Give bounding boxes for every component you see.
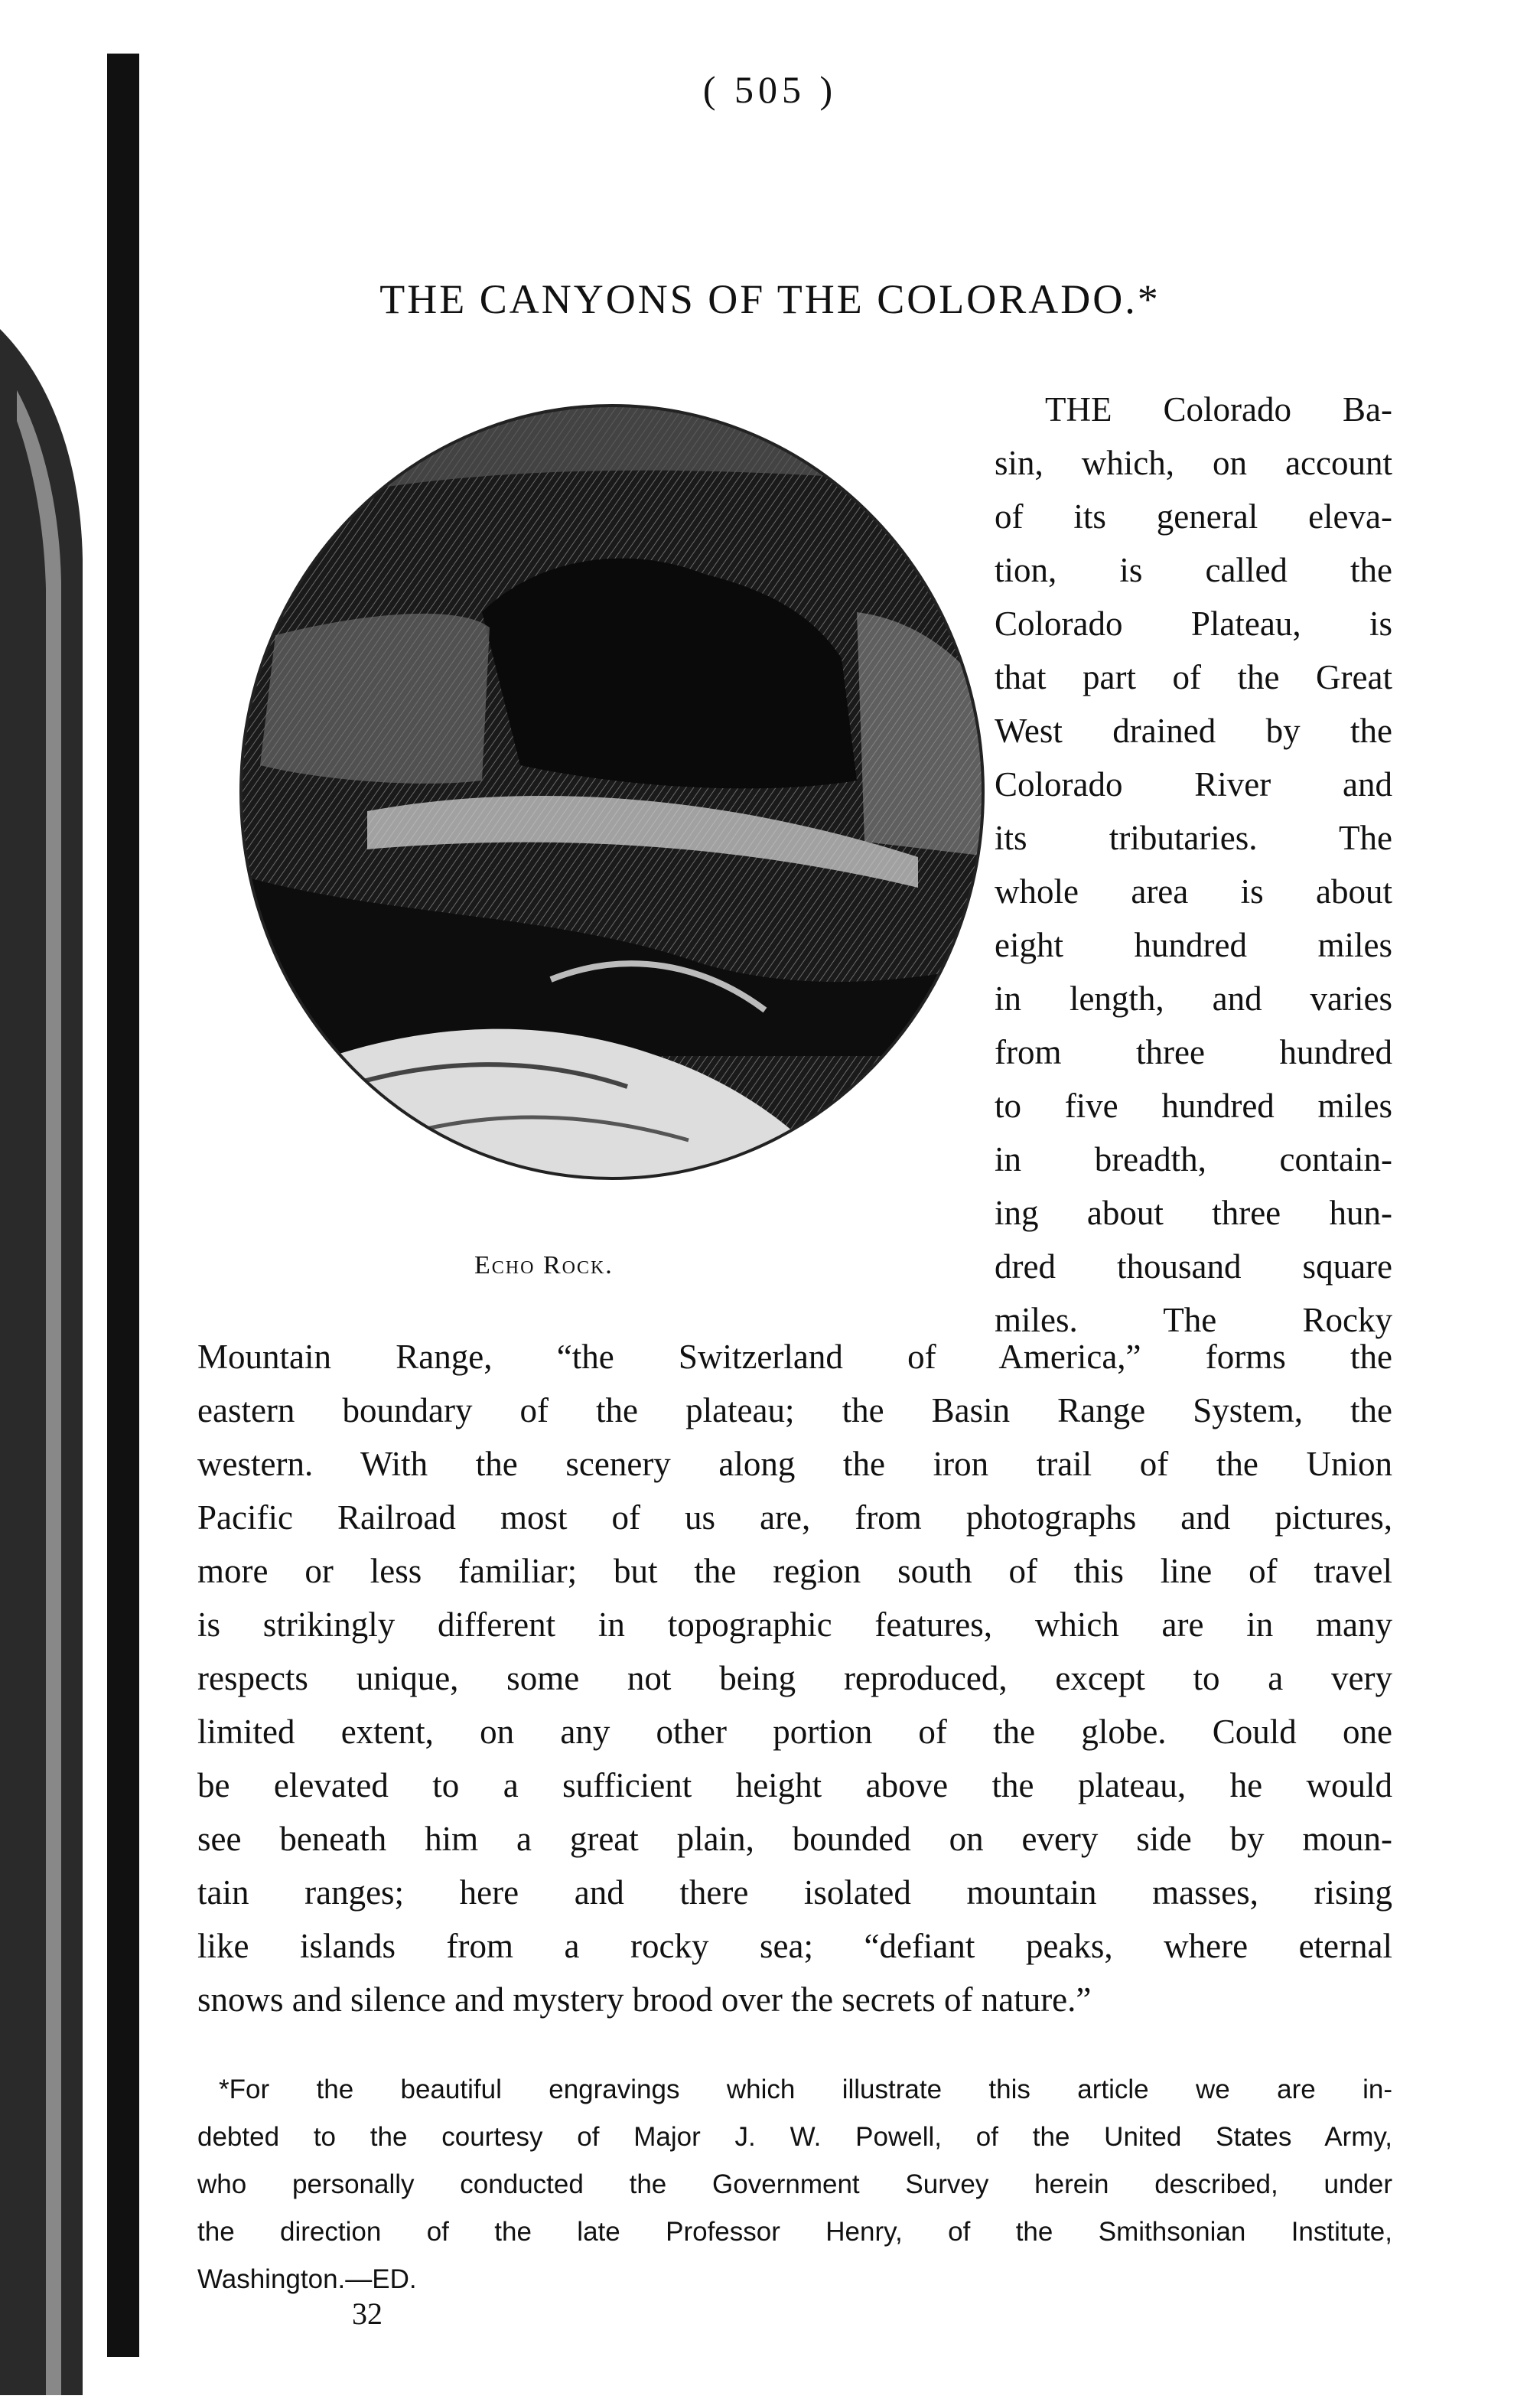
footnote <box>197 2066 1392 2303</box>
text-line: like islands from a rocky sea; “defiant peaks, where eternal <box>197 1927 1392 1965</box>
figure-caption <box>474 1251 614 1280</box>
text-line: respects unique, some not being reproduced, except to a very <box>197 1659 1392 1697</box>
text-line: West drained by the <box>995 712 1392 750</box>
text-line: tion, is called the <box>995 551 1392 589</box>
text-line: Colorado Plateau, is <box>995 605 1392 643</box>
text-line: THE Colorado Ba- <box>1045 390 1392 429</box>
text-line: tain ranges; here and there isolated mountain masses, rising <box>197 1873 1392 1912</box>
text-line: whole area is about <box>995 872 1392 911</box>
text-line: Mountain Range, “the Switzerland of America,” forms the <box>197 1338 1392 1376</box>
text-line: of its general eleva- <box>995 497 1392 536</box>
text-line: Colorado River and <box>995 765 1392 803</box>
text-line: its tributaries. The <box>995 819 1392 857</box>
text-line: to five hundred miles <box>995 1087 1392 1125</box>
article-title: THE CANYONS OF THE COLORADO.* <box>379 276 1161 322</box>
text-line: eight hundred miles <box>995 926 1392 964</box>
text-line: snows and silence and mystery brood over the secrets of nature.” <box>197 1980 1092 2019</box>
footnote-line: who personally conducted the Government Survey herein described, under <box>197 2169 1392 2199</box>
footnote-line: Washington.—ED. <box>197 2264 417 2294</box>
binding-edge <box>0 329 92 2395</box>
figure-caption-text: Echo Rock. <box>474 1251 614 1279</box>
echo-rock-engraving <box>230 383 995 1224</box>
text-line: be elevated to a sufficient height above the plateau, he would <box>197 1766 1392 1804</box>
intro-column <box>995 383 1392 1347</box>
page-number: ( 505 ) <box>702 68 838 111</box>
text-line: miles. The Rocky <box>995 1301 1392 1339</box>
text-line: sin, which, on account <box>995 444 1392 482</box>
signature-mark: 32 <box>352 2296 383 2331</box>
text-line: that part of the Great <box>995 658 1392 696</box>
footnote-line: the direction of the late Professor Henry, of the Smithsonian Institute, <box>197 2217 1392 2247</box>
text-line: Pacific Railroad most of us are, from photographs and pictures, <box>197 1498 1392 1537</box>
text-line: dred thousand square <box>995 1247 1392 1286</box>
footnote-line: *For the beautiful engravings which illustrate this article we are in- <box>219 2075 1392 2104</box>
text-line: in length, and varies <box>995 979 1392 1018</box>
text-line: is strikingly different in topographic features, which are in many <box>197 1605 1392 1644</box>
text-line: more or less familiar; but the region south of this line of travel <box>197 1552 1392 1590</box>
text-line: ing about three hun- <box>995 1194 1392 1232</box>
text-line: from three hundred <box>995 1033 1392 1071</box>
text-line: see beneath him a great plain, bounded on every side by moun- <box>197 1820 1392 1858</box>
text-line: limited extent, on any other portion of the globe. Could one <box>197 1713 1392 1751</box>
body-paragraph <box>197 1330 1392 2026</box>
text-line: western. With the scenery along the iron trail of the Union <box>197 1445 1392 1483</box>
binding-shadow <box>107 54 139 2357</box>
text-line: eastern boundary of the plateau; the Basin Range System, the <box>197 1391 1392 1429</box>
footnote-line: debted to the courtesy of Major J. W. Powell, of the United States Army, <box>197 2122 1392 2152</box>
text-line: in breadth, contain- <box>995 1140 1392 1178</box>
